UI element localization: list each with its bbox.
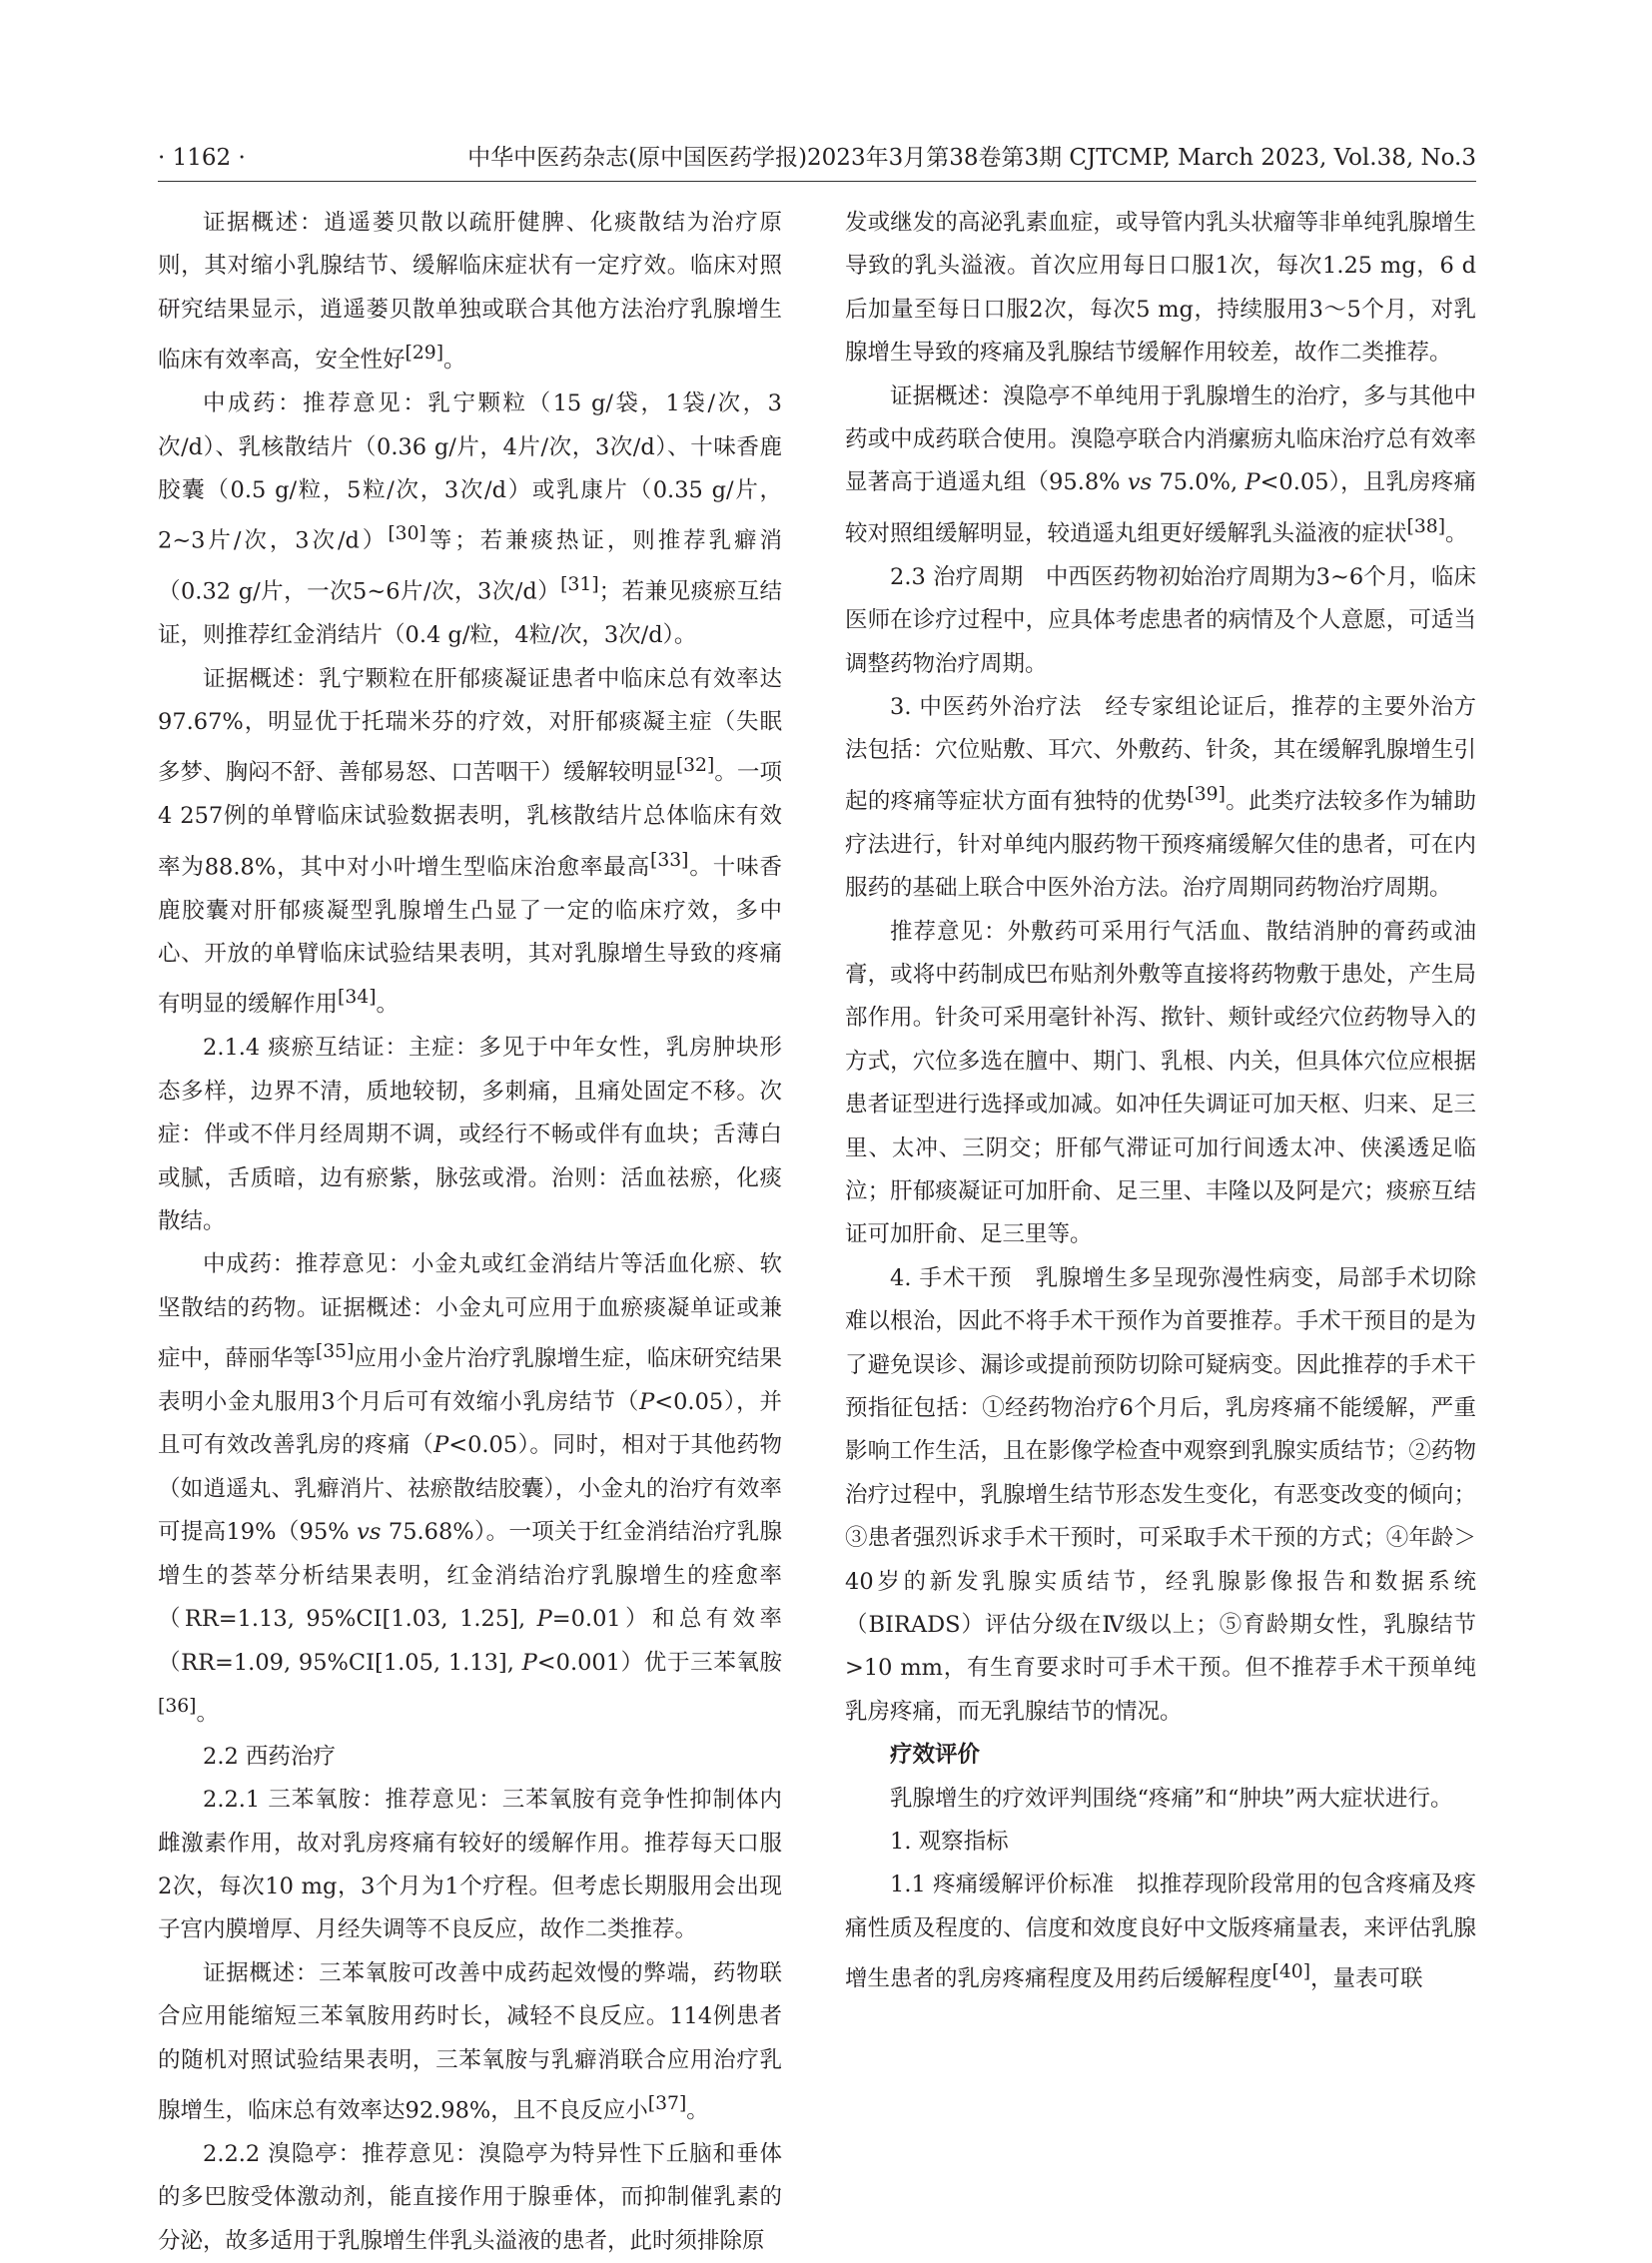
paragraph: 证据概述：逍遥蒌贝散以疏肝健脾、化痰散结为治疗原则，其对缩小乳腺结节、缓解临床症状有一定疗效。临床对照研究结果显示，逍遥蒌贝散单独或联合其他方法治疗乳腺增生临床有效率高，安全性好[29]。 (158, 210, 782, 374)
page-header (158, 138, 1476, 182)
citation: [38] (1406, 515, 1446, 537)
paragraph: 中成药：推荐意见：乳宁颗粒（15 g/袋，1袋/次，3次/d）、乳核散结片（0.36 g/片，4片/次，3次/d）、十味香鹿胶囊（0.5 g/粒，5粒/次，3次/d）或乳康片（0.35 g/片，2~3片/次，3次/d）[30]等；若兼痰热证，则推荐乳癖消（0.32 g/片，一次5~6片/次，3次/d）[31]；若兼见痰瘀互结证，则推荐红金消结片（0.4 g/粒，4粒/次，3次/d）。 (158, 390, 782, 649)
right-column (845, 202, 1476, 2001)
journal-running-title: 中华中医药杂志(原中国医药学报)2023年3月第38卷第3期 CJTCMP, March 2023, Vol.38, No.3 (467, 145, 1476, 171)
section-heading: 1. 观察指标 (890, 1829, 1009, 1856)
citation: [32] (675, 755, 715, 777)
citation: [39] (1187, 783, 1226, 805)
citation: [36] (158, 1695, 197, 1717)
paragraph: 2.3 治疗周期 中西医药物初始治疗周期为3~6个月，临床医师在诊疗过程中，应具体考虑患者的病情及个人意愿，可适当调整药物治疗周期。 (845, 563, 1476, 677)
section-heading: 疗效评价 (890, 1742, 981, 1769)
paragraph: 证据概述：溴隐亭不单纯用于乳腺增生的治疗，多与其他中药或中成药联合使用。溴隐亭联合内消瘰疬丸临床治疗总有效率显著高于逍遥丸组（95.8% vs 75.0%, P<0.05），且乳房疼痛较对照组缓解明显，较逍遥丸组更好缓解乳头溢液的症状[38]。 (845, 382, 1476, 547)
citation: [30] (388, 523, 426, 545)
paragraph: 2.2.2 溴隐亭：推荐意见：溴隐亭为特异性下丘脑和垂体的多巴胺受体激动剂，能直接作用于腺垂体，而抑制催乳素的分泌，故多适用于乳腺增生伴乳头溢液的患者，此时须排除原 (158, 2140, 782, 2254)
paragraph: 2.2.1 三苯氧胺：推荐意见：三苯氧胺有竞争性抑制体内雌激素作用，故对乳房疼痛有较好的缓解作用。推荐每天口服 2次，每次10 mg，3个月为1个疗程。但考虑长期服用会出现子宫内膜增厚、月经失调等不良反应，故作二类推荐。 (158, 1787, 782, 1943)
header-rule (158, 181, 1476, 182)
citation: [37] (647, 2093, 687, 2115)
paragraph: 2.1.4 痰瘀互结证：主症：多见于中年女性，乳房肿块形态多样，边界不清，质地较韧，多刺痛，且痛处固定不移。次症：伴或不伴月经周期不调，或经行不畅或伴有血块；舌薄白或腻，舌质暗，边有瘀紫，脉弦或滑。治则：活血祛瘀，化痰散结。 (158, 1035, 782, 1234)
paragraph: 4. 手术干预 乳腺增生多呈现弥漫性病变，局部手术切除难以根治，因此不将手术干预作为首要推荐。手术干预目的是为了避免误诊、漏诊或提前预防切除可疑病变。因此推荐的手术干预指征包括：①经药物治疗6个月后，乳房疼痛不能缓解，严重影响工作生活，且在影像学检查中观察到乳腺实质结节；②药物治疗过程中，乳腺增生结节形态发生变化，有恶变改变的倾向；③患者强烈诉求手术干预时，可采取手术干预的方式；④年龄＞40岁的新发乳腺实质结节，经乳腺影像报告和数据系统（BIRADS）评估分级在Ⅳ级以上；⑤育龄期女性，乳腺结节>10 mm，有生育要求时可手术干预。但不推荐手术干预单纯乳房疼痛，而无乳腺结节的情况。 (845, 1264, 1476, 1725)
paragraph: 1.1 疼痛缓解评价标准 拟推荐现阶段常用的包含疼痛及疼痛性质及程度的、信度和效度良好中文版疼痛量表，来评估乳腺增生患者的乳房疼痛程度及用药后缓解程度[40]，量表可联 (845, 1872, 1476, 1992)
left-column (158, 202, 782, 2263)
citation: [33] (650, 849, 689, 871)
page-number: · 1162 · (158, 145, 246, 171)
paragraph: 发或继发的高泌乳素血症，或导管内乳头状瘤等非单纯乳腺增生导致的乳头溢液。首次应用每日口服1次，每次1.25 mg，6 d后加量至每日口服2次，每次5 mg，持续服用3～5个月，对乳腺增生导致的疼痛及乳腺结节缓解作用较差，故作二类推荐。 (845, 210, 1476, 367)
paragraph: 证据概述：乳宁颗粒在肝郁痰凝证患者中临床总有效率达97.67%，明显优于托瑞米芬的疗效，对肝郁痰凝主症（失眠多梦、胸闷不舒、善郁易怒、口苦咽干）缓解较明显[32]。一项4 257例的单臂临床试验数据表明，乳核散结片总体临床有效率为88.8%，其中对小叶增生型临床治愈率最高[33]。十味香鹿胶囊对肝郁痰凝型乳腺增生凸显了一定的临床疗效，多中心、开放的单臂临床试验结果表明，其对乳腺增生导致的疼痛有明显的缓解作用[34]。 (158, 665, 782, 1018)
citation: [31] (560, 574, 599, 596)
paragraph: 乳腺增生的疗效评判围绕“疼痛”和“肿块”两大症状进行。 (890, 1785, 1453, 1812)
citation: [34] (338, 987, 377, 1009)
paragraph: 中成药：推荐意见：小金丸或红金消结片等活血化瘀、软坚散结的药物。证据概述：小金丸可应用于血瘀痰凝单证或兼症中，薛丽华等[35]应用小金片治疗乳腺增生症，临床研究结果表明小金丸服用3个月后可有效缩小乳房结节（P<0.05），并且可有效改善乳房的疼痛（P<0.05）。同时，相对于其他药物（如逍遥丸、乳癖消片、祛瘀散结胶囊），小金丸的治疗有效率可提高19%（95% vs 75.68%）。一项关于红金消结治疗乳腺增生的荟萃分析结果表明，红金消结治疗乳腺增生的痊愈率（RR=1.13, 95%CI[1.03, 1.25], P=0.01）和总有效率（RR=1.09, 95%CI[1.05, 1.13], P<0.001）优于三苯氧胺[36]。 (158, 1251, 783, 1727)
paragraph: 证据概述：三苯氧胺可改善中成药起效慢的弊端，药物联合应用能缩短三苯氧胺用药时长，减轻不良反应。114例患者的随机对照试验结果表明，三苯氧胺与乳癖消联合应用治疗乳腺增生，临床总有效率达92.98%，且不良反应小[37]。 (158, 1959, 782, 2124)
section-heading: 2.2 西药治疗 (203, 1743, 336, 1770)
paragraph: 3. 中医药外治疗法 经专家组论证后，推荐的主要外治方法包括：穴位贴敷、耳穴、外敷药、针灸，其在缓解乳腺增生引起的疼痛等症状方面有独特的优势[39]。此类疗法较多作为辅助疗法进行，针对单纯内服药物干预疼痛缓解欠佳的患者，可在内服药的基础上联合中医外治方法。治疗周期同药物治疗周期。 (845, 693, 1476, 902)
citation: [35] (315, 1341, 355, 1363)
citation: [40] (1271, 1961, 1311, 1983)
citation: [29] (405, 343, 444, 365)
paragraph: 推荐意见：外敷药可采用行气活血、散结消肿的膏药或油膏，或将中药制成巴布贴剂外敷等直接将药物敷于患处，产生局部作用。针灸可采用毫针补泻、揿针、颊针或经穴位药物导入的方式，穴位多选在膻中、期门、乳根、内关，但具体穴位应根据患者证型进行选择或加减。如冲任失调证可加天枢、归来、足三里、太冲、三阴交；肝郁气滞证可加行间透太冲、侠溪透足临泣；肝郁痰凝证可加肝俞、足三里、丰隆以及阿是穴；痰瘀互结证可加肝俞、足三里等。 (845, 918, 1476, 1248)
